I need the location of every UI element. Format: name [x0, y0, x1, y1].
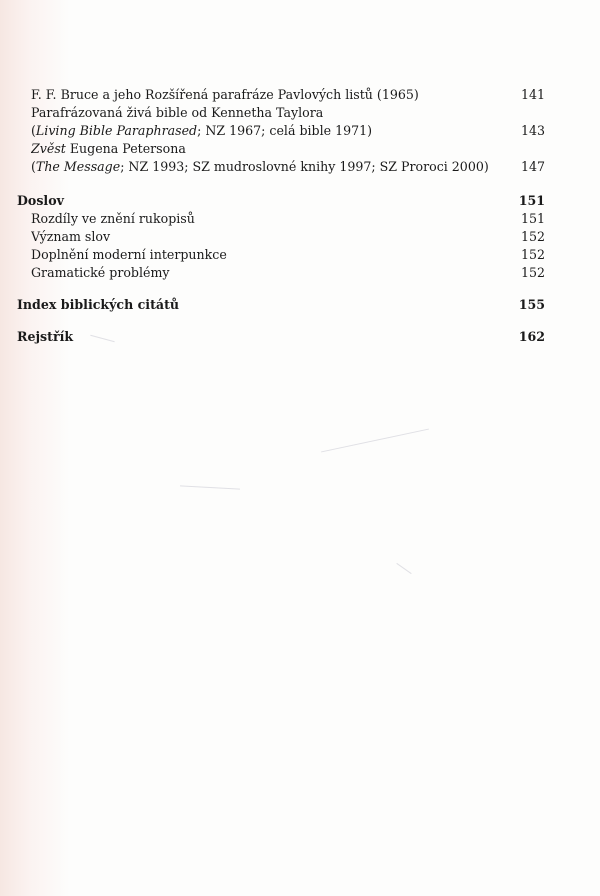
- toc-entry-page: 147: [520, 159, 545, 174]
- toc-section-title: Rejstřík: [17, 329, 74, 344]
- toc-entry-title-italic: Living Bible Paraphrased: [35, 123, 198, 138]
- toc-entry[interactable]: [17, 210, 545, 228]
- toc-section-rejstrik[interactable]: [17, 328, 545, 346]
- toc-entry-page: 141: [520, 87, 545, 102]
- toc-entry-title: (The Message; NZ 1993; SZ mudroslovné knihy 1997; SZ Proroci 2000): [31, 159, 489, 174]
- toc-entry[interactable]: [17, 246, 545, 264]
- toc-entry-title: [31, 140, 505, 158]
- toc-entry-title-rest: ; NZ 1993; SZ mudroslovné knihy 1997; SZ Proroci 2000): [120, 159, 489, 174]
- toc-entry-title-rest: ; NZ 1967; celá bible 1971): [197, 123, 373, 138]
- toc-entry-title: Parafrázovaná živá bible od Kennetha Taylora: [31, 105, 324, 120]
- toc-entry-page: 152: [520, 229, 545, 244]
- toc-entry[interactable]: [17, 104, 545, 122]
- toc-entry[interactable]: [17, 158, 545, 176]
- toc-section-page: 155: [518, 297, 545, 312]
- paper-mark: [180, 485, 240, 489]
- toc-entry[interactable]: [17, 228, 545, 246]
- paper-mark: [321, 429, 429, 453]
- table-of-contents: [17, 86, 545, 346]
- toc-entry-title-italic: Zvěst: [31, 141, 66, 156]
- toc-entry-title: Doplnění moderní interpunkce: [31, 247, 227, 262]
- toc-entry-title: (Living Bible Paraphrased; NZ 1967; celá bible 1971): [31, 123, 373, 138]
- toc-entry-title: Význam slov: [31, 229, 111, 244]
- toc-entry[interactable]: [17, 264, 545, 282]
- toc-entry-page: 143: [520, 123, 545, 138]
- toc-entry-page: 151: [520, 211, 545, 226]
- toc-entry-title: Gramatické problémy: [31, 265, 170, 280]
- toc-section-doslov[interactable]: [17, 192, 545, 210]
- toc-entry[interactable]: [17, 122, 545, 140]
- toc-entry-title: Rozdíly ve znění rukopisů: [31, 211, 195, 226]
- toc-entry[interactable]: [17, 86, 545, 104]
- toc-entry-page: 152: [520, 265, 545, 280]
- toc-entry-page: 152: [520, 247, 545, 262]
- toc-entry-title-rest: Eugena Petersona: [65, 141, 186, 156]
- toc-section-page: 162: [518, 329, 545, 344]
- toc-section-index[interactable]: [17, 296, 545, 314]
- paper-mark: [396, 563, 411, 574]
- toc-entry-title-italic: The Message: [35, 159, 121, 174]
- toc-entry-title: F. F. Bruce a jeho Rozšířená parafráze Pavlových listů (1965): [31, 87, 419, 102]
- toc-section-page: 151: [518, 193, 545, 208]
- toc-section-title: Doslov: [17, 193, 64, 208]
- toc-section-title: Index biblických citátů: [17, 297, 180, 312]
- toc-entry[interactable]: [17, 140, 545, 158]
